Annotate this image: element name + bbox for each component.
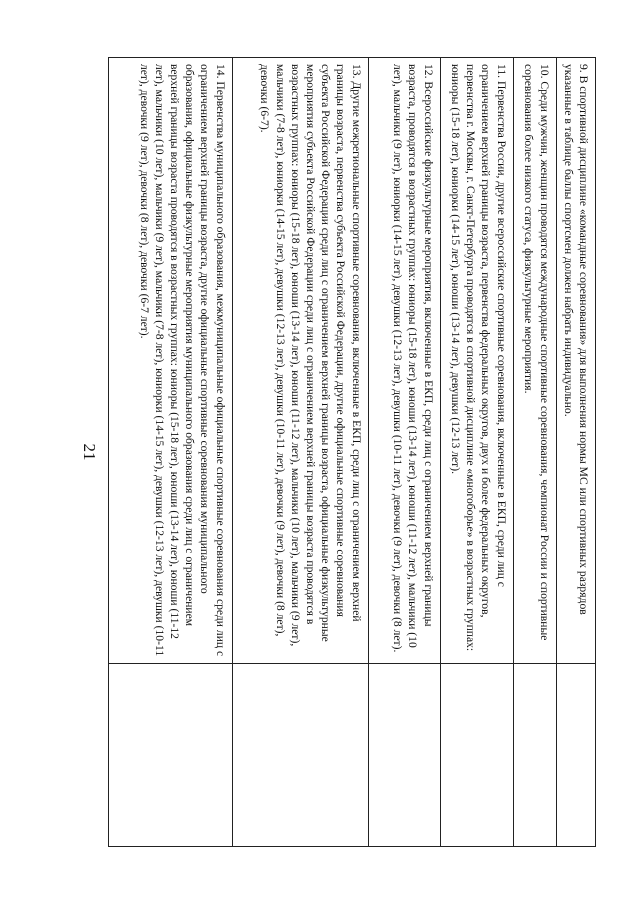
- table-cell-note-9: 9. В спортивной дисциплине «командные соревнования» для выполнения нормы МС или спортивных разрядов указанные в таблице баллы спортсмен должен набрать индивидуально.: [556, 58, 595, 664]
- table-cell-note-12: 12. Всероссийские физкультурные мероприятия, включенные в ЕКП, среди лиц с ограничением верхней границы возраста, проводятся в возрастных группах: юниоры (15-18 лет), юноши (13-14 лет), юноши (11-12 лет), мальчики (10 лет), мальчики (9 лет), юниорки (14-15 лет), девушки (12-13 лет), девушки (10-11 лет), девочки (9 лет), девочки (8 лет).: [368, 58, 440, 664]
- table-cell-empty: [440, 664, 513, 847]
- table-cell-note-14: 14. Первенства муниципального образования, межмуниципальные официальные спортивные соревнования среди лиц с ограничением верхней границы возраста, другие официальные спортивные соревнования муниципального образования, официальные физкультурные мероприятия муниципального образования среди лиц с ограничением верхней границы возраста проводятся в возрастных группах: юниоры (15-18 лет), юноши (13-14 лет), юноши (11-12 лет), мальчики (10 лет), мальчики (9 лет), мальчики (7-8 лет), юниорки (14-15 лет), девушки (12-13 лет), девушки (10-11 лет), девочки (9 лет), девочки (8 лет), девочки (6-7 лет).: [108, 58, 232, 664]
- table-cell-empty: [232, 664, 368, 847]
- table-row: [556, 58, 595, 847]
- page-number: 21: [80, 443, 99, 461]
- rotated-content: [38, 57, 596, 847]
- table-row: [368, 58, 440, 847]
- table-cell-empty: [108, 664, 232, 847]
- table-cell-empty: [368, 664, 440, 847]
- table-row: [440, 58, 513, 847]
- table-cell-note-11: 11. Первенства России, другие всероссийские спортивные соревнования, включенные в ЕКП, среди лиц с ограничением верхней границы возраста, первенства федеральных округов, двух и более федеральных округов, первенства г. Москвы, г. Санкт-Петербурга проводятся в спортивной дисциплине «многоборье» в возрастных группах: юниоры (15-18 лет), юниорки (14-15 лет), юноши (13-14 лет), девушки (12-13 лет).: [440, 58, 513, 664]
- table-row: [108, 58, 232, 847]
- table-cell-empty: [513, 664, 556, 847]
- table-row: [513, 58, 556, 847]
- notes-table: [108, 57, 596, 847]
- table-cell-note-10: 10. Среди мужчин, женщин проводятся международные спортивные соревнования, чемпионат России и спортивные соревнования более низкого статуса, физкультурные мероприятия.: [513, 58, 556, 664]
- table-cell-empty: [556, 664, 595, 847]
- table-cell-note-13: 13. Другие межрегиональные спортивные соревнования, включенные в ЕКП, среди лиц с ограничением верхней границы возраста, первенства субъекта Российской Федерации, другие официальные спортивные соревнования субъекта Российской Федерации среди лиц с ограничением верхней границы возраста, официальные физкультурные мероприятия субъекта Российской Федерации среди лиц с ограничением верхней границы возраста проводятся в возрастных группах: юниоры (15-18 лет), юноши (13-14 лет), юноши (11-12 лет), мальчики (10 лет), мальчики (9 лет), мальчики (7-8 лет), юниорки (14-15 лет), девушки (12-13 лет), девушки (10-11 лет), девочки (9 лет), девочки (8 лет), девочки (6-7).: [232, 58, 368, 664]
- table-row: [232, 58, 368, 847]
